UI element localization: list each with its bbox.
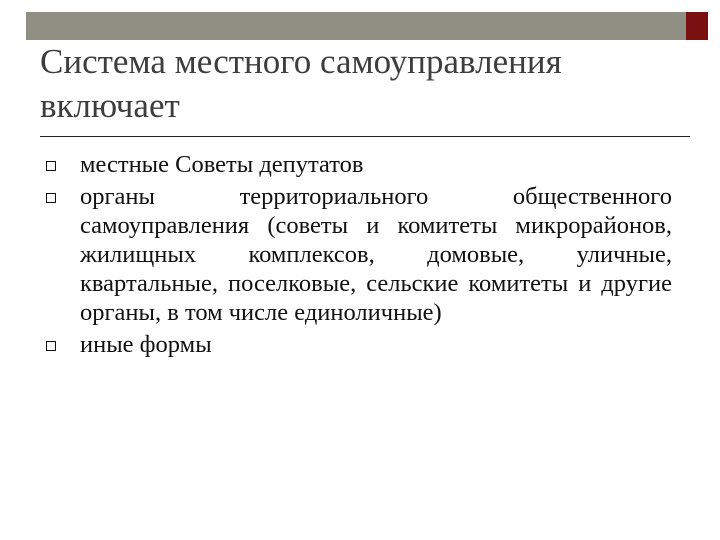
- hollow-square-icon: [46, 341, 56, 351]
- hollow-square-icon: [46, 161, 56, 171]
- hollow-square-icon: [46, 193, 56, 203]
- title-divider: [40, 136, 690, 137]
- slide-title: Система местного самоуправления включает: [40, 42, 562, 125]
- list-item: [40, 330, 672, 359]
- list-item: [40, 150, 672, 179]
- list-item-text: органы территориального общественного самоуправления (советы и комитеты микрорайонов, жилищных комплексов, домовые, уличные, квартальные, поселковые, сельские комитеты и другие органы, в том числе единоличные): [80, 183, 672, 326]
- list-item-text: иные формы: [80, 331, 212, 358]
- list-item: [40, 182, 672, 327]
- corner-accent-square: [686, 12, 708, 40]
- top-decor-bar: [26, 12, 686, 40]
- list-item-text: местные Советы депутатов: [80, 151, 364, 178]
- bullet-list: [40, 150, 672, 362]
